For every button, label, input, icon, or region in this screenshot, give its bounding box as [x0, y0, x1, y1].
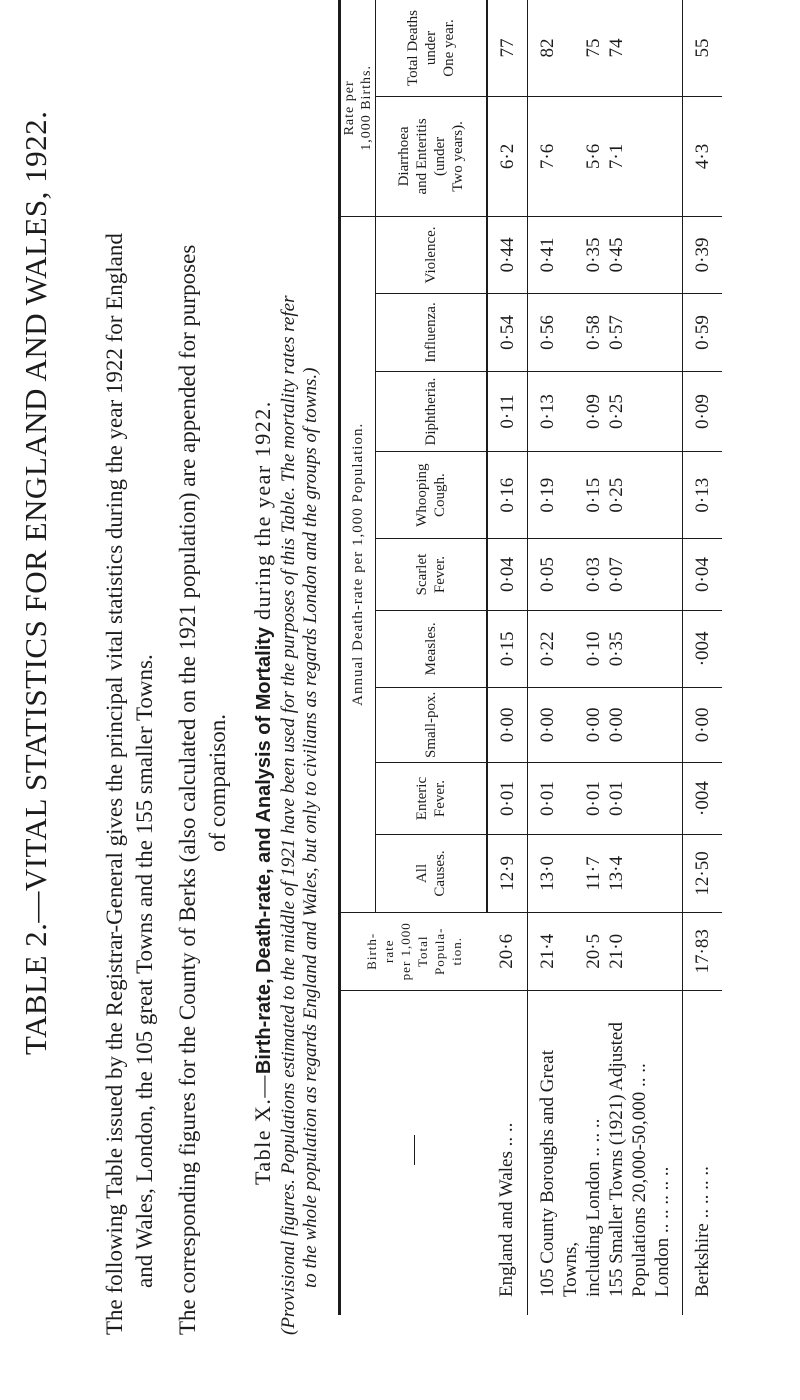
enteric-fever-header: Enteric Fever.	[376, 762, 488, 834]
note-line-1: (Provisional figures. Populations estimated to the middle of 1921 have been used for the purposes of this Table. The mortality rates refer	[278, 295, 299, 1335]
violence-cell: 0·39	[683, 216, 723, 293]
name-column-header	[340, 990, 488, 1315]
diarrhoea-cell: 7·6 5·6 7·1	[528, 97, 683, 217]
measles-cell: 0·15	[487, 610, 528, 687]
smallpox-header: Small-pox.	[376, 687, 488, 762]
table-caption	[250, 400, 276, 1185]
birth-rate-cell: 21·4 20·5 21·0	[528, 912, 683, 990]
infant-deaths-header: Total Deaths under One year.	[376, 0, 488, 97]
smallpox-cell: 0·00	[683, 687, 723, 762]
page-title: TABLE 2.—VITAL STATISTICS FOR ENGLAND AND WALES, 1922.	[18, 110, 53, 1055]
whooping-cell: 0·19 0·15 0·25	[528, 452, 683, 539]
diphtheria-header: Diphtheria.	[376, 371, 488, 451]
whooping-cough-header: Whooping Cough.	[376, 452, 488, 539]
row-name: Berkshire .. .. .. ..	[692, 1166, 713, 1297]
table-caption-prefix: Table X.—	[250, 1074, 275, 1185]
enteric-cell: 0·01	[487, 762, 528, 834]
measles-cell: 0·22 0·10 0·35	[528, 610, 683, 687]
row-name: England and Wales .. ..	[487, 990, 528, 1315]
influenza-cell: 0·59	[683, 294, 723, 372]
all-causes-cell: 12·9	[487, 835, 528, 913]
scarlet-fever-header: Scarlet Fever.	[376, 539, 488, 611]
table-row	[487, 0, 528, 1315]
note-line-2: to the whole population as regards England and Wales, but only to civilians as regards London and the groups of towns.)	[300, 367, 321, 1288]
scarlet-cell: 0·04	[487, 539, 528, 611]
scarlet-cell: 0·04	[683, 539, 723, 611]
smallpox-cell: 0·00 0·00 0·00	[528, 687, 683, 762]
table-caption-suffix: during the year 1922.	[250, 400, 275, 627]
intro-line-3: The corresponding figures for the County of Berks (also calculated on the 1921 population) are appended for purposes	[175, 244, 200, 1335]
enteric-cell: 0·01 0·01 0·01	[528, 762, 683, 834]
all-causes-cell: 12·50	[683, 835, 723, 913]
violence-cell: 0·44	[487, 216, 528, 293]
influenza-cell: 0·56 0·58 0·57	[528, 294, 683, 372]
all-causes-cell: 13·0 11·7 13·4	[528, 835, 683, 913]
diphtheria-cell: 0·09	[683, 371, 723, 451]
vital-statistics-table	[338, 0, 722, 1315]
intro-line-1: The following Table issued by the Registrar-General gives the principal vital statistics during the year 1922 for England	[102, 233, 127, 1335]
whooping-cell: 0·13	[683, 452, 723, 539]
all-causes-header: All Causes.	[376, 835, 488, 913]
table-caption-bold: Birth-rate, Death-rate, and Analysis of Mortality	[253, 626, 275, 1075]
birth-rate-cell: 17·83	[683, 912, 723, 990]
row-name: 105 County Boroughs and Great Towns, including London .. .. .. 155 Smaller Towns (1921) Adjusted Populations 20,000-50,000 .. .. London .. .. .. .. ..	[528, 990, 683, 1315]
violence-header: Violence.	[376, 216, 488, 293]
intro-line-4: of comparison.	[205, 714, 230, 852]
measles-header: Measles.	[376, 610, 488, 687]
diphtheria-cell: 0·11	[487, 371, 528, 451]
infant-deaths-cell: 77	[487, 0, 528, 97]
birth-rate-cell: 20·6	[487, 912, 528, 990]
diarrhoea-cell: 4·3	[683, 97, 723, 217]
table-row	[683, 0, 723, 1315]
infant-deaths-cell: 55	[683, 0, 723, 97]
whooping-cell: 0·16	[487, 452, 528, 539]
diarrhoea-cell: 6·2	[487, 97, 528, 217]
diarrhoea-header: Diarrhoea and Enteritis (under Two years).	[376, 97, 488, 217]
influenza-cell: 0·54	[487, 294, 528, 372]
intro-line-2: and Wales, London, the 105 great Towns and the 155 smaller Towns.	[132, 654, 157, 1288]
enteric-cell: ·004	[683, 762, 723, 834]
table-row	[528, 0, 683, 1315]
smallpox-cell: 0·00	[487, 687, 528, 762]
rate-per-births-group: Rate per 1,000 Births.	[340, 0, 376, 216]
annual-death-rate-group: Annual Death-rate per 1,000 Population.	[340, 216, 376, 912]
diphtheria-cell: 0·13 0·09 0·25	[528, 371, 683, 451]
influenza-header: Influenza.	[376, 294, 488, 372]
measles-cell: ·004	[683, 610, 723, 687]
header-dash	[414, 1135, 415, 1165]
scarlet-cell: 0·05 0·03 0·07	[528, 539, 683, 611]
violence-cell: 0·41 0·35 0·45	[528, 216, 683, 293]
infant-deaths-cell: 82 75 74	[528, 0, 683, 97]
birth-rate-header: Birth- rate per 1,000 Total Popula- tion.	[340, 912, 488, 990]
